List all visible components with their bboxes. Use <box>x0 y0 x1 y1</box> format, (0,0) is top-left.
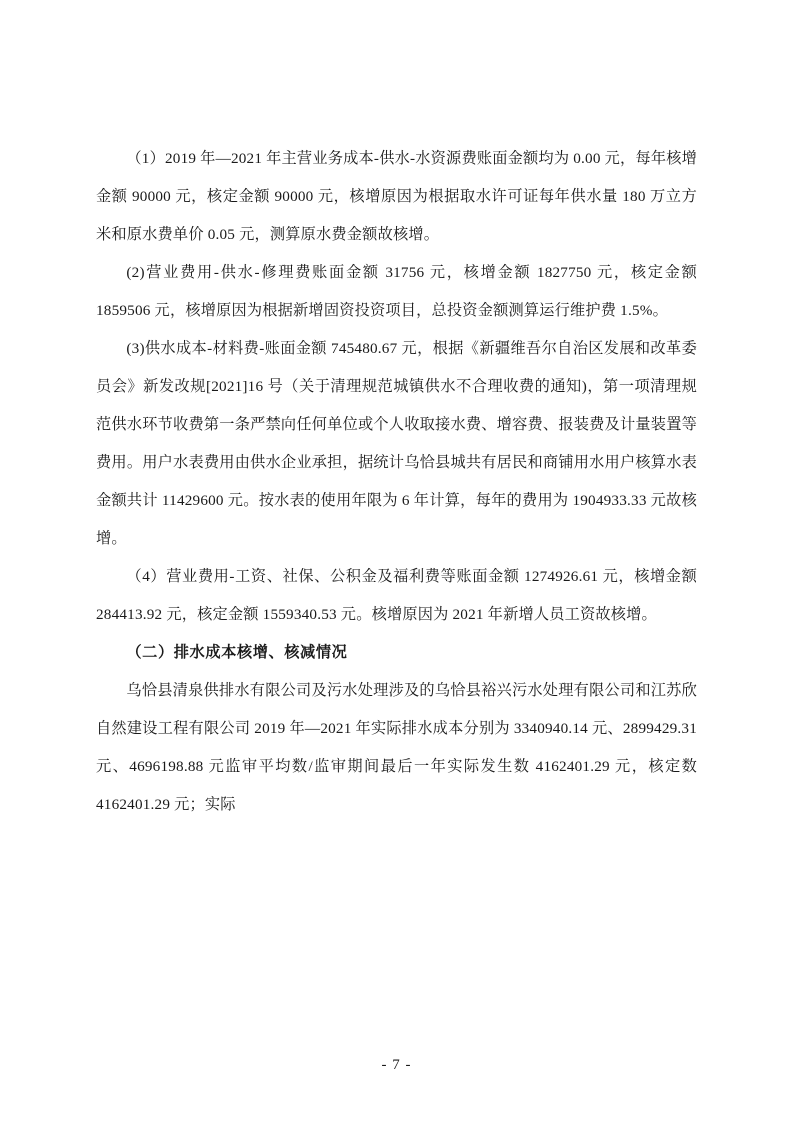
paragraph-item-4: （4）营业费用-工资、社保、公积金及福利费等账面金额 1274926.61 元，核增金额 284413.92 元，核定金额 1559340.53 元。核增原因为 2021 年新增人员工资故核增。 <box>96 568 697 623</box>
page-number: - 7 - <box>381 1057 412 1073</box>
paragraph-item-5: 乌恰县清泉供排水有限公司及污水处理涉及的乌恰县裕兴污水处理有限公司和江苏欣自然建设工程有限公司 2019 年—2021 年实际排水成本分别为 3340940.14 元、2899429.31 元、4696198.88 元监审平均数/监审期间最后一年实际发生数 4162401.29 元，核定数 4162401.29 元；实际 <box>96 682 697 813</box>
section-heading-drainage-cost: （二）排水成本核增、核减情况 <box>126 644 348 661</box>
document-body <box>96 140 697 824</box>
page-footer <box>0 1057 793 1074</box>
paragraph-item-3: (3)供水成本-材料费-账面金额 745480.67 元，根据《新疆维吾尔自治区发展和改革委员会》新发改规[2021]16 号（关于清理规范城镇供水不合理收费的通知)，第一项清理规范供水环节收费第一条严禁向任何单位或个人收取接水费、增容费、报装费及计量装置等费用。用户水表费用由供水企业承担，据统计乌恰县城共有居民和商铺用水用户核算水表金额共计 11429600 元。按水表的使用年限为 6 年计算，每年的费用为 1904933.33 元故核增。 <box>96 340 697 547</box>
paragraph-item-1: （1）2019 年—2021 年主营业务成本-供水-水资源费账面金额均为 0.00 元，每年核增金额 90000 元，核定金额 90000 元，核增原因为根据取水许可证每年供水量 180 万立方米和原水费单价 0.05 元，测算原水费金额故核增。 <box>96 150 697 243</box>
paragraph-item-2: (2)营业费用-供水-修理费账面金额 31756 元，核增金额 1827750 元，核定金额 1859506 元，核增原因为根据新增固资投资项目，总投资金额测算运行维护费 1.5%。 <box>96 264 697 319</box>
